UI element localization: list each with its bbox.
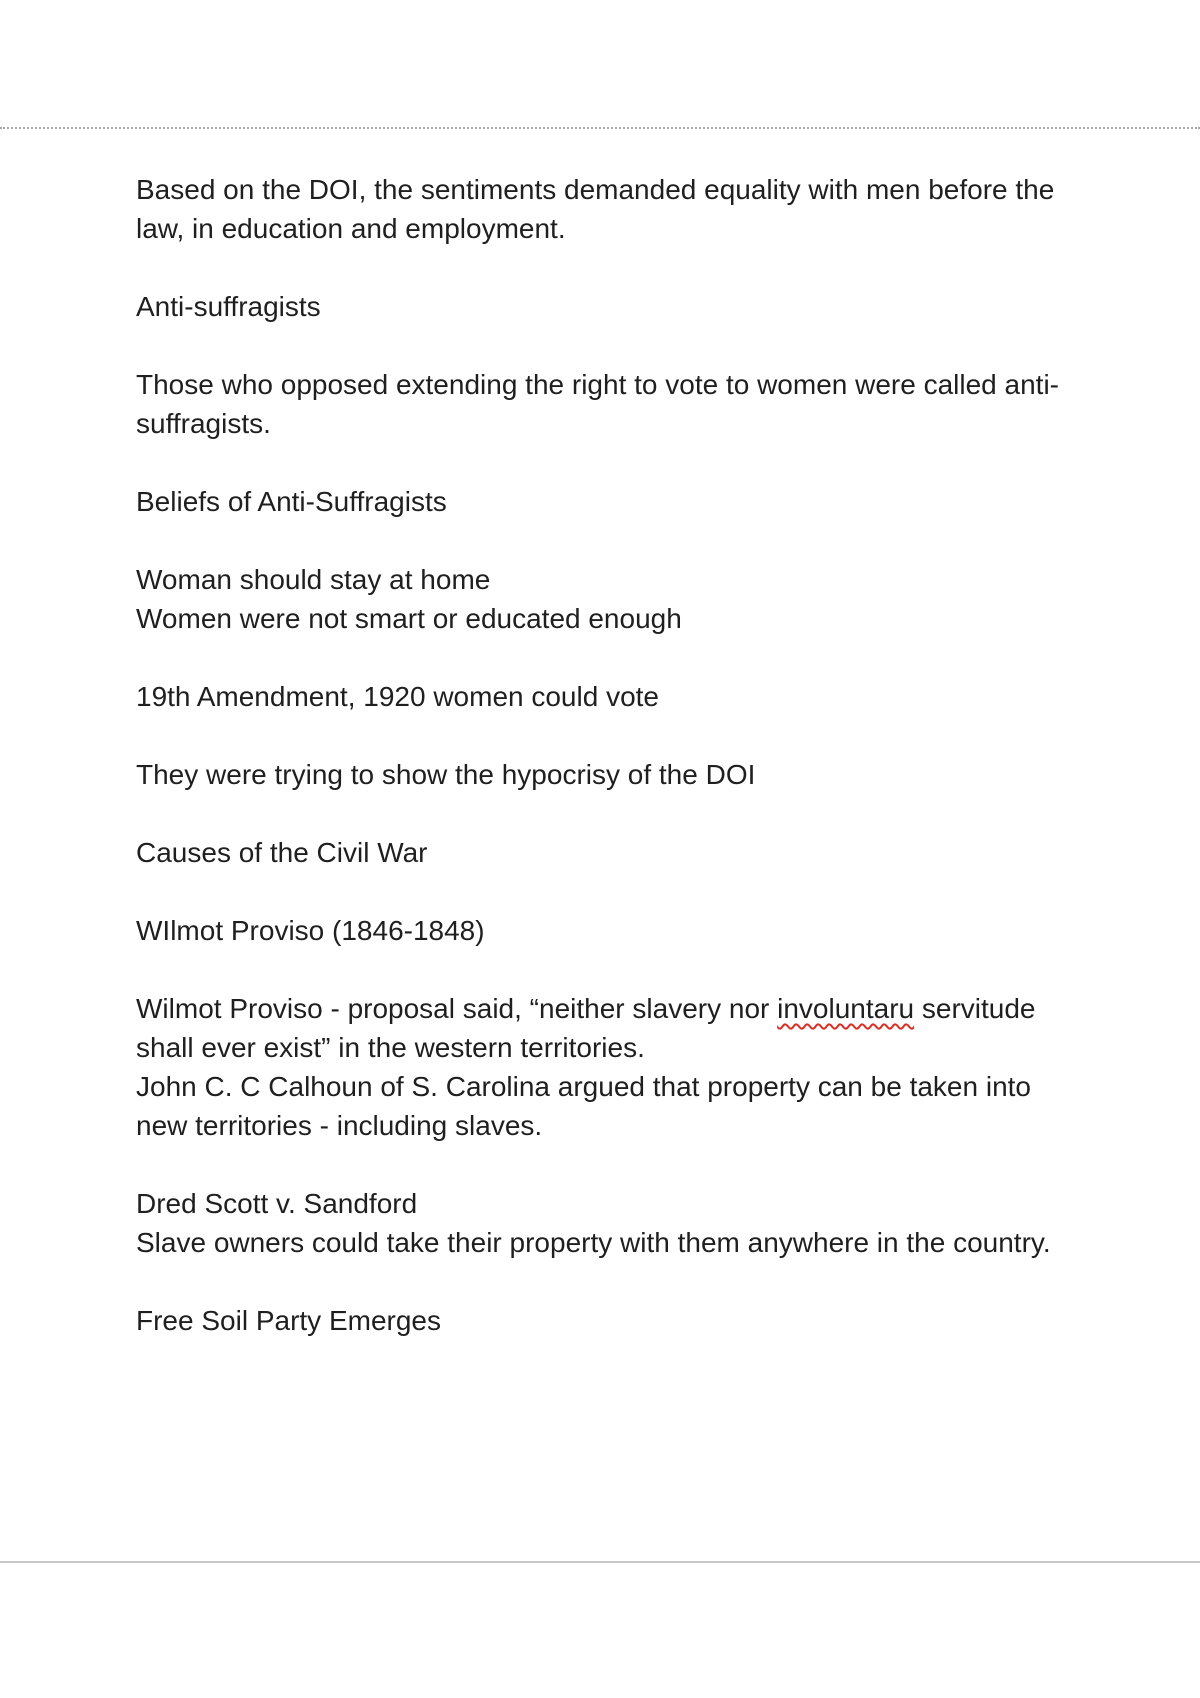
blank-line [136, 1145, 1076, 1184]
blank-line [136, 716, 1076, 755]
blank-line [136, 872, 1076, 911]
blank-line [136, 1262, 1076, 1301]
paragraph-calhoun[interactable]: John C. C Calhoun of S. Carolina argued that property can be taken into new territories - including slaves. [136, 1071, 1031, 1141]
blank-line [136, 950, 1076, 989]
blank-line [136, 521, 1076, 560]
blank-line [136, 638, 1076, 677]
belief-line-education[interactable]: Women were not smart or educated enough [136, 603, 682, 634]
heading-wilmot-proviso[interactable]: WIlmot Proviso (1846-1848) [136, 915, 485, 946]
document-body[interactable] [136, 170, 1076, 1340]
page-bottom-border [0, 1561, 1200, 1563]
belief-line-home[interactable]: Woman should stay at home [136, 564, 491, 595]
blank-line [136, 326, 1076, 365]
blank-line [136, 248, 1076, 287]
page-top-border [0, 127, 1200, 129]
blank-line [136, 794, 1076, 833]
heading-dred-scott[interactable]: Dred Scott v. Sandford [136, 1188, 418, 1219]
heading-civil-war-causes[interactable]: Causes of the Civil War [136, 837, 428, 868]
heading-anti-suffragists[interactable]: Anti-suffragists [136, 291, 321, 322]
paragraph-hypocrisy[interactable]: They were trying to show the hypocrisy of the DOI [136, 759, 756, 790]
paragraph-dred-scott-ruling[interactable]: Slave owners could take their property with them anywhere in the country. [136, 1227, 1051, 1258]
heading-free-soil-party[interactable]: Free Soil Party Emerges [136, 1305, 441, 1336]
heading-beliefs[interactable]: Beliefs of Anti-Suffragists [136, 486, 447, 517]
paragraph-doi-sentiments[interactable]: Based on the DOI, the sentiments demanded equality with men before the law, in education and employment. [136, 174, 1055, 244]
paragraph-19th-amendment[interactable]: 19th Amendment, 1920 women could vote [136, 681, 660, 712]
spelling-error-word[interactable]: involuntaru [777, 993, 915, 1024]
paragraph-wilmot-proposal[interactable] [136, 989, 1076, 1067]
wilmot-text-after: servitude shall ever exist” in the western territories. [136, 993, 1036, 1063]
wilmot-text-before: Wilmot Proviso - proposal said, “neither slavery nor [136, 993, 778, 1024]
blank-line [136, 443, 1076, 482]
paragraph-anti-suffragists-definition[interactable]: Those who opposed extending the right to vote to women were called anti-suffragists. [136, 369, 1060, 439]
